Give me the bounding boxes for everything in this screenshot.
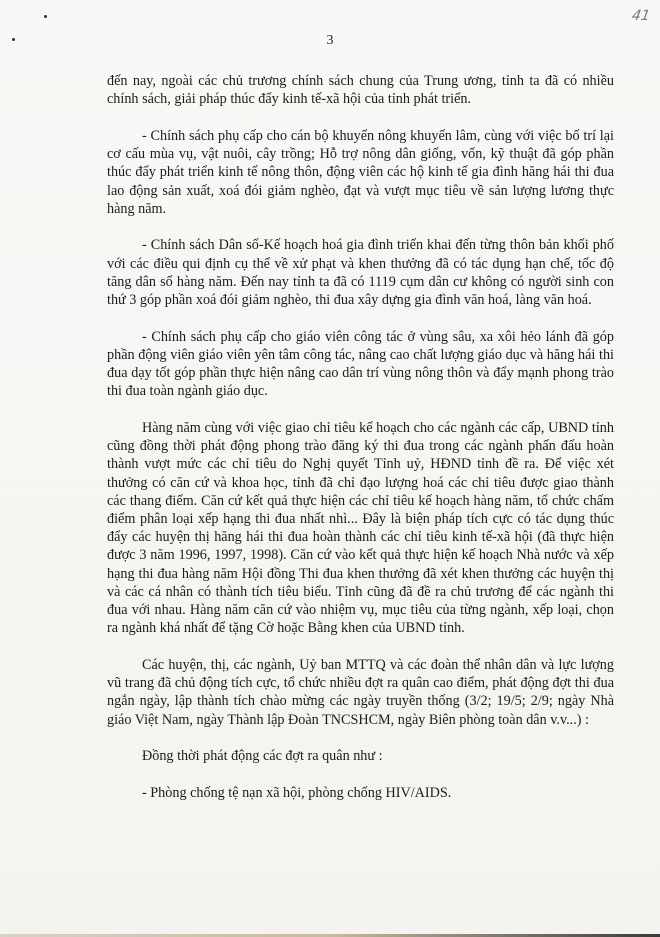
paragraph: đến nay, ngoài các chủ trương chính sách chung của Trung ương, tỉnh ta đã có nhiều chính sách, giải pháp thúc đẩy kinh tế-xã hội của tỉnh phát triển. bbox=[107, 73, 614, 108]
page-number: 3 bbox=[326, 33, 334, 48]
paragraph: - Chính sách Dân số-Kế hoạch hoá gia đình triển khai đến từng thôn bản khối phố với các điều qui định cụ thể về xử phạt và khen thưởng đã có tác dụng hạn chế, tốc độ tăng dân số hàng năm. Đến nay tỉnh ta đã có 1119 cụm dân cư không có người sinh con thứ 3 góp phần xoá đói giảm nghèo, thi đua xây dựng gia đình văn hoá, làng văn hoá. bbox=[107, 237, 614, 309]
paragraph: - Chính sách phụ cấp cho cán bộ khuyến nông khuyến lâm, cùng với việc bố trí lại cơ cấu mùa vụ, vật nuôi, cây trồng; Hỗ trợ nông dân giống, vốn, kỹ thuật đã góp phần thúc đẩy phát triển kinh tế nông thôn, động viên các hộ kinh tế gia đình hăng hái thi đua lao động sản xuất, xoá đói giảm nghèo, đạt và vượt mục tiêu về sản lượng lương thực hàng năm. bbox=[107, 127, 614, 217]
paragraph: Hàng năm cùng với việc giao chỉ tiêu kế hoạch cho các ngành các cấp, UBND tỉnh cũng đồng thời phát động phong trào đăng ký thi đua trong các ngành phấn đấu hoàn thành vượt mức các chỉ tiêu do Nghị quyết Tỉnh uỷ, HĐND tỉnh đề ra. Để việc xét thưởng có căn cứ và khoa học, tỉnh đã chỉ đạo lượng hoá các chỉ tiêu được giao thành các thang điểm. Căn cứ kết quả thực hiện các chỉ tiêu kế hoạch hàng năm, tổ chức chấm điểm phân loại xếp hạng thi đua nhất nhì... Đây là biện pháp tích cực có tác dụng thúc đẩy các huyện thị hăng hái thi đua hoàn thành các chỉ tiêu kinh tế-xã hội (đã thực hiện được 3 năm 1996, 1997, 1998). Căn cứ vào kết quả thực hiện kế hoạch Nhà nước và xếp hạng thi đua hàng năm Hội đồng Thi đua khen thưởng đã xét khen thưởng các huyện thị và các cá nhân có thành tích tiêu biểu. Tỉnh cũng đã đề ra chủ trương để các ngành thi đua với nhau. Hàng năm căn cứ vào nhiệm vụ, mục tiêu của từng ngành, xếp loại, chọn ra ngành khá nhất để tặng Cờ hoặc Bằng khen của UBND tỉnh. bbox=[107, 420, 614, 637]
paragraph: - Chính sách phụ cấp cho giáo viên công tác ở vùng sâu, xa xôi hẻo lánh đã góp phần động viên giáo viên yên tâm công tác, nâng cao chất lượng giáo dục và hăng hái thi đua dạy tốt góp phần thực hiện nâng cao dân trí vùng nông thôn và đẩy mạnh phong trào thi đua toàn ngành giáo dục. bbox=[107, 328, 614, 400]
document-body bbox=[107, 72, 614, 821]
paragraph: Các huyện, thị, các ngành, Uỷ ban MTTQ và các đoàn thể nhân dân và lực lượng vũ trang đã chủ động tích cực, tổ chức nhiều đợt ra quân cao điểm, phát động đợt thi đua ngắn ngày, lập thành tích chào mừng các ngày truyền thống (3/2; 19/5; 2/9; ngày Nhà giáo Việt Nam, ngày Thành lập Đoàn TNCSHCM, ngày Biên phòng toàn dân v.v...) : bbox=[107, 656, 614, 728]
scan-speck bbox=[44, 15, 47, 18]
paragraph: Đồng thời phát động các đợt ra quân như : bbox=[142, 748, 383, 765]
paragraph: - Phòng chống tệ nạn xã hội, phòng chống HIV/AIDS. bbox=[142, 785, 452, 801]
handwritten-page-mark: 41 bbox=[630, 8, 652, 24]
